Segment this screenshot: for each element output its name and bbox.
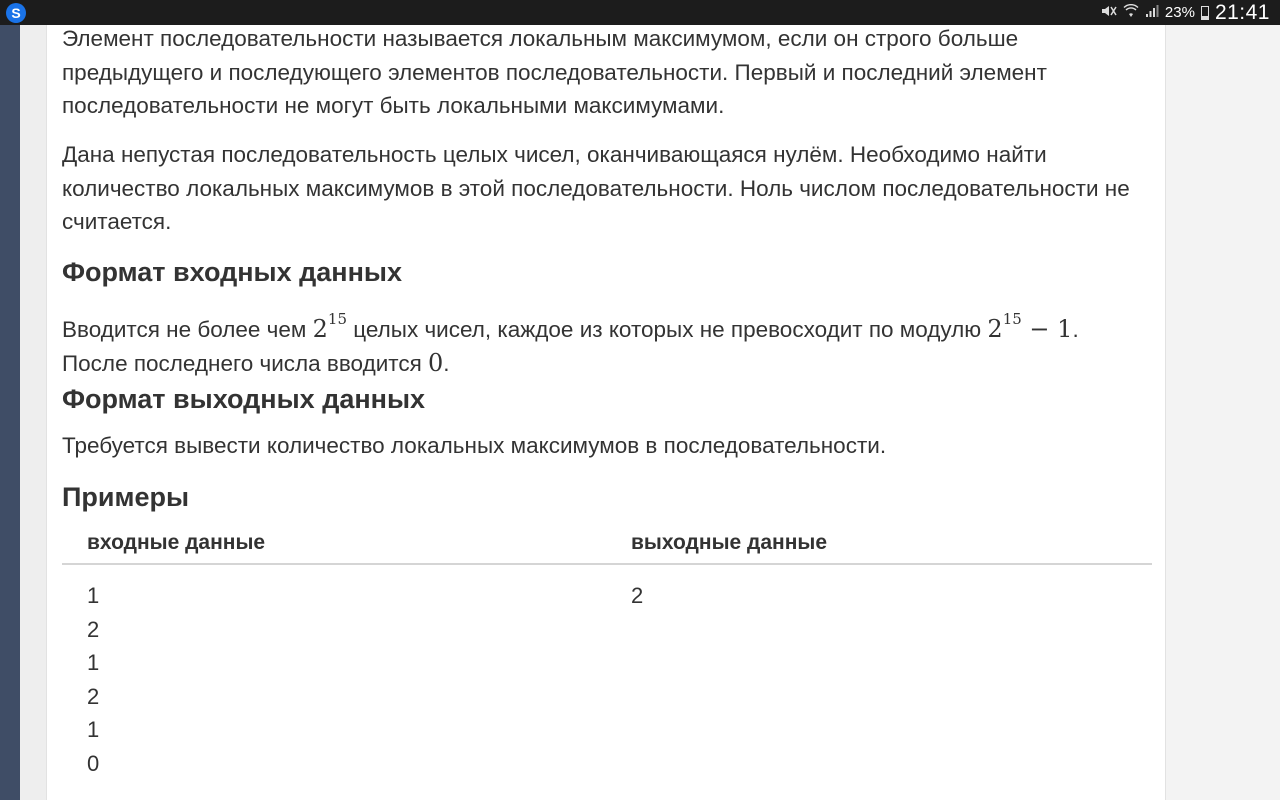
legend-paragraph-1: Элемент последовательности называется локальным максимумом, если он строго больше предыдущего и последующего элементов последовательности. Первый и последний элемент последовательности не могут быть локальными максимумами. bbox=[62, 26, 1047, 118]
legend-paragraph-2: Дана непустая последовательность целых чисел, оканчивающаяся нулём. Необходимо найти количество локальных максимумов в этой последовательности. Ноль числом последовательности не считается. bbox=[62, 142, 1130, 234]
mute-icon bbox=[1101, 4, 1117, 22]
input-line: 1 bbox=[87, 650, 100, 675]
status-indicators bbox=[1101, 1, 1270, 25]
input-line: 2 bbox=[87, 683, 100, 709]
input-format-text: Вводится не более чем $2^{15}$ целых чисел, каждое из которых не превосходит по модулю $2^{15} - 1$. После последнего числа вводится 0. bbox=[62, 310, 1079, 377]
wifi-icon bbox=[1123, 4, 1139, 22]
column-header-input: входные данные bbox=[87, 531, 266, 554]
example-output-cell[interactable] bbox=[631, 579, 643, 613]
problem-statement-card bbox=[46, 25, 1166, 800]
signal-icon bbox=[1145, 4, 1159, 22]
battery-percent: 23% bbox=[1164, 4, 1195, 21]
page-margin bbox=[20, 25, 46, 800]
input-line: 2 bbox=[87, 616, 100, 642]
battery-icon bbox=[1201, 6, 1209, 20]
output-line: 2 bbox=[631, 583, 644, 608]
math-power-2: $2^{15} - 1$ bbox=[987, 310, 1073, 343]
column-header-output: выходные данные bbox=[631, 531, 828, 554]
side-panel-rail[interactable] bbox=[0, 25, 20, 800]
output-format-text: Требуется вывести количество локальных максимумов в последовательности. bbox=[62, 433, 887, 458]
input-line: 1 bbox=[87, 717, 100, 742]
math-power-1: $2^{15}$ bbox=[312, 310, 347, 343]
examples-table bbox=[62, 525, 1152, 776]
input-line: 1 bbox=[87, 583, 100, 608]
math-zero: 0 bbox=[428, 348, 444, 377]
input-format-heading: Формат входных данных bbox=[62, 257, 402, 287]
input-line: 0 bbox=[87, 750, 100, 776]
example-input-cell[interactable] bbox=[87, 579, 99, 780]
examples-table-header bbox=[62, 525, 1152, 565]
clock: 21:41 bbox=[1214, 0, 1270, 24]
browser-app-icon[interactable]: S bbox=[6, 3, 26, 23]
output-format-heading: Формат выходных данных bbox=[62, 384, 426, 414]
examples-heading: Примеры bbox=[62, 482, 190, 512]
